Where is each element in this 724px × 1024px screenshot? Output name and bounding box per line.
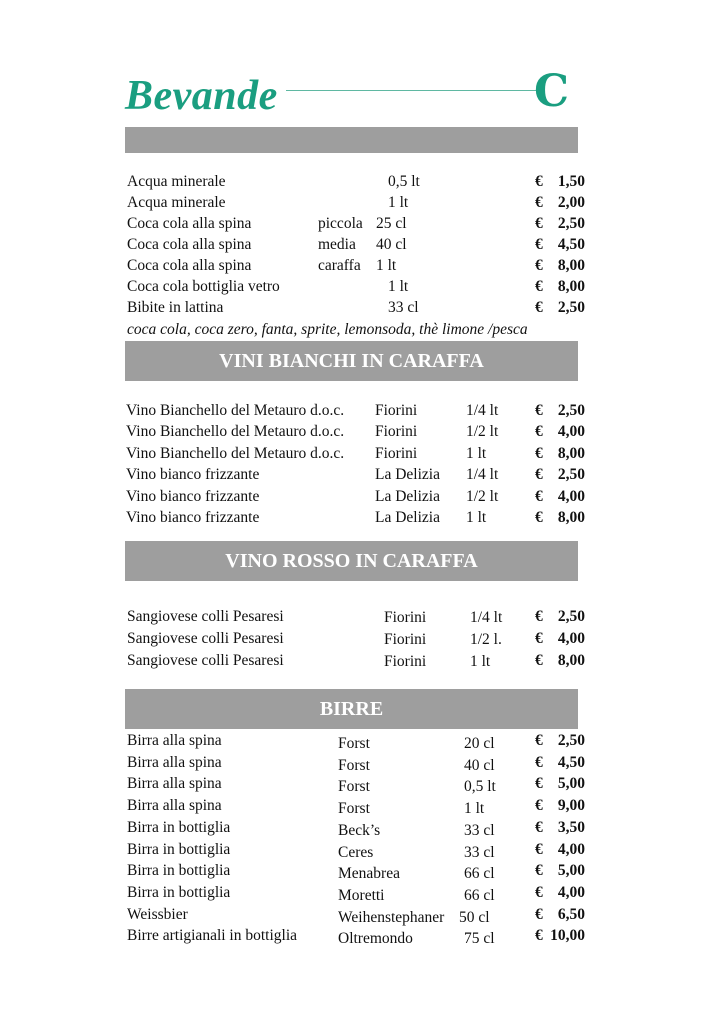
item-name: Weissbier — [127, 906, 188, 923]
currency-symbol: € — [535, 488, 543, 505]
item-name: Birra in bottiglia — [127, 884, 231, 901]
item-size: 1 lt — [464, 800, 485, 817]
item-name: Vino bianco frizzante — [126, 488, 260, 505]
item-variant: Beck’s — [338, 822, 381, 839]
item-size: 1 lt — [466, 445, 487, 462]
currency-symbol: € — [535, 652, 543, 669]
section-band-birre: BIRRE — [125, 689, 578, 729]
item-size: 0,5 lt — [388, 173, 420, 190]
item-name: Vino Bianchello del Metauro d.o.c. — [126, 402, 345, 419]
item-size: 1 lt — [376, 257, 397, 274]
item-name: Birre artigianali in bottiglia — [127, 927, 298, 944]
item-name: Vino bianco frizzante — [126, 466, 260, 483]
currency-symbol: € — [535, 236, 543, 253]
item-size: 33 cl — [388, 299, 419, 316]
title-rule — [286, 90, 536, 91]
price-value: 1,50 — [557, 173, 585, 190]
item-name: Bibite in lattina — [127, 299, 224, 316]
section-band-vini-bianchi: VINI BIANCHI IN CARAFFA — [125, 341, 578, 381]
item-variant: La Delizia — [375, 466, 440, 483]
item-name: Birra in bottiglia — [127, 841, 231, 858]
price-value: 10,00 — [550, 927, 585, 944]
item-name: Sangiovese colli Pesaresi — [127, 608, 284, 625]
price-value: 5,00 — [557, 862, 585, 879]
item-size: 1 lt — [466, 509, 487, 526]
price-value: 8,00 — [557, 445, 585, 462]
currency-symbol: € — [535, 754, 543, 771]
item-variant: Oltremondo — [338, 930, 413, 947]
currency-symbol: € — [535, 215, 543, 232]
item-variant: Menabrea — [338, 865, 400, 882]
price-value: 4,00 — [557, 423, 585, 440]
currency-symbol: € — [535, 732, 543, 749]
price-value: 2,50 — [557, 299, 585, 316]
item-size: 20 cl — [464, 735, 495, 752]
item-name: Sangiovese colli Pesaresi — [127, 652, 284, 669]
item-variant: Forst — [338, 778, 370, 795]
item-name: Birra in bottiglia — [127, 819, 231, 836]
item-size: 1/4 lt — [470, 609, 503, 626]
logo-c-icon: C — [534, 66, 570, 117]
item-size: 1/2 l. — [470, 631, 502, 648]
price-value: 9,00 — [557, 797, 585, 814]
item-size: 25 cl — [376, 215, 407, 232]
item-name: Coca cola bottiglia vetro — [127, 278, 280, 295]
item-size: 40 cl — [376, 236, 407, 253]
soft-drinks-note: coca cola, coca zero, fanta, sprite, lemonsoda, thè limone /pesca — [127, 321, 528, 338]
item-variant: caraffa — [318, 257, 361, 274]
currency-symbol: € — [535, 819, 543, 836]
item-variant: Weihenstephaner — [338, 909, 445, 926]
item-name: Birra in bottiglia — [127, 862, 231, 879]
item-variant: Fiorini — [384, 631, 427, 648]
item-size: 1/4 lt — [466, 402, 499, 419]
item-size: 1 lt — [470, 653, 491, 670]
item-size: 1 lt — [388, 194, 409, 211]
section-band-vino-rosso: VINO ROSSO IN CARAFFA — [125, 541, 578, 581]
currency-symbol: € — [535, 775, 543, 792]
item-variant: Fiorini — [375, 423, 418, 440]
currency-symbol: € — [535, 173, 543, 190]
item-size: 1/2 lt — [466, 423, 499, 440]
price-value: 2,50 — [557, 608, 585, 625]
currency-symbol: € — [535, 630, 543, 647]
item-size: 33 cl — [464, 822, 495, 839]
price-value: 4,00 — [557, 488, 585, 505]
item-size: 75 cl — [464, 930, 495, 947]
item-size: 0,5 lt — [464, 778, 496, 795]
item-size: 33 cl — [464, 844, 495, 861]
price-value: 2,50 — [557, 402, 585, 419]
item-variant: Forst — [338, 800, 370, 817]
currency-symbol: € — [535, 402, 543, 419]
currency-symbol: € — [535, 257, 543, 274]
currency-symbol: € — [535, 906, 543, 923]
currency-symbol: € — [535, 608, 543, 625]
item-name: Coca cola alla spina — [127, 257, 252, 274]
item-size: 50 cl — [459, 909, 490, 926]
price-value: 3,50 — [557, 819, 585, 836]
item-size: 66 cl — [464, 865, 495, 882]
item-name: Sangiovese colli Pesaresi — [127, 630, 284, 647]
item-variant: piccola — [318, 215, 363, 232]
currency-symbol: € — [535, 884, 543, 901]
item-size: 1/4 lt — [466, 466, 499, 483]
item-name: Coca cola alla spina — [127, 215, 252, 232]
price-value: 6,50 — [557, 906, 585, 923]
item-name: Birra alla spina — [127, 732, 222, 749]
price-value: 8,00 — [557, 257, 585, 274]
item-variant: Forst — [338, 757, 370, 774]
currency-symbol: € — [535, 278, 543, 295]
item-size: 40 cl — [464, 757, 495, 774]
page-title: Bevande — [125, 73, 278, 119]
currency-symbol: € — [535, 466, 543, 483]
price-value: 4,00 — [557, 884, 585, 901]
item-variant: Ceres — [338, 844, 374, 861]
item-variant: La Delizia — [375, 488, 440, 505]
price-value: 8,00 — [557, 509, 585, 526]
currency-symbol: € — [535, 423, 543, 440]
item-variant: Fiorini — [375, 445, 418, 462]
item-variant: Fiorini — [375, 402, 418, 419]
item-size: 1/2 lt — [466, 488, 499, 505]
item-size: 66 cl — [464, 887, 495, 904]
item-variant: Fiorini — [384, 653, 427, 670]
section-band-bevande — [125, 127, 578, 153]
price-value: 2,50 — [557, 215, 585, 232]
item-name: Acqua minerale — [127, 194, 226, 211]
item-variant: media — [318, 236, 356, 253]
price-value: 4,00 — [557, 630, 585, 647]
price-value: 4,50 — [557, 236, 585, 253]
price-value: 2,50 — [557, 466, 585, 483]
price-value: 4,50 — [557, 754, 585, 771]
currency-symbol: € — [535, 927, 543, 944]
item-name: Coca cola alla spina — [127, 236, 252, 253]
price-value: 8,00 — [557, 652, 585, 669]
item-variant: Fiorini — [384, 609, 427, 626]
currency-symbol: € — [535, 797, 543, 814]
item-variant: Moretti — [338, 887, 385, 904]
currency-symbol: € — [535, 509, 543, 526]
price-value: 2,00 — [557, 194, 585, 211]
item-name: Birra alla spina — [127, 775, 222, 792]
item-name: Vino Bianchello del Metauro d.o.c. — [126, 445, 345, 462]
price-value: 8,00 — [557, 278, 585, 295]
item-name: Vino bianco frizzante — [126, 509, 260, 526]
item-variant: Forst — [338, 735, 370, 752]
price-value: 4,00 — [557, 841, 585, 858]
item-name: Birra alla spina — [127, 797, 222, 814]
item-name: Acqua minerale — [127, 173, 226, 190]
item-variant: La Delizia — [375, 509, 440, 526]
item-name: Vino Bianchello del Metauro d.o.c. — [126, 423, 345, 440]
price-value: 5,00 — [557, 775, 585, 792]
currency-symbol: € — [535, 299, 543, 316]
currency-symbol: € — [535, 194, 543, 211]
currency-symbol: € — [535, 841, 543, 858]
currency-symbol: € — [535, 445, 543, 462]
item-name: Birra alla spina — [127, 754, 222, 771]
item-size: 1 lt — [388, 278, 409, 295]
price-value: 2,50 — [557, 732, 585, 749]
currency-symbol: € — [535, 862, 543, 879]
